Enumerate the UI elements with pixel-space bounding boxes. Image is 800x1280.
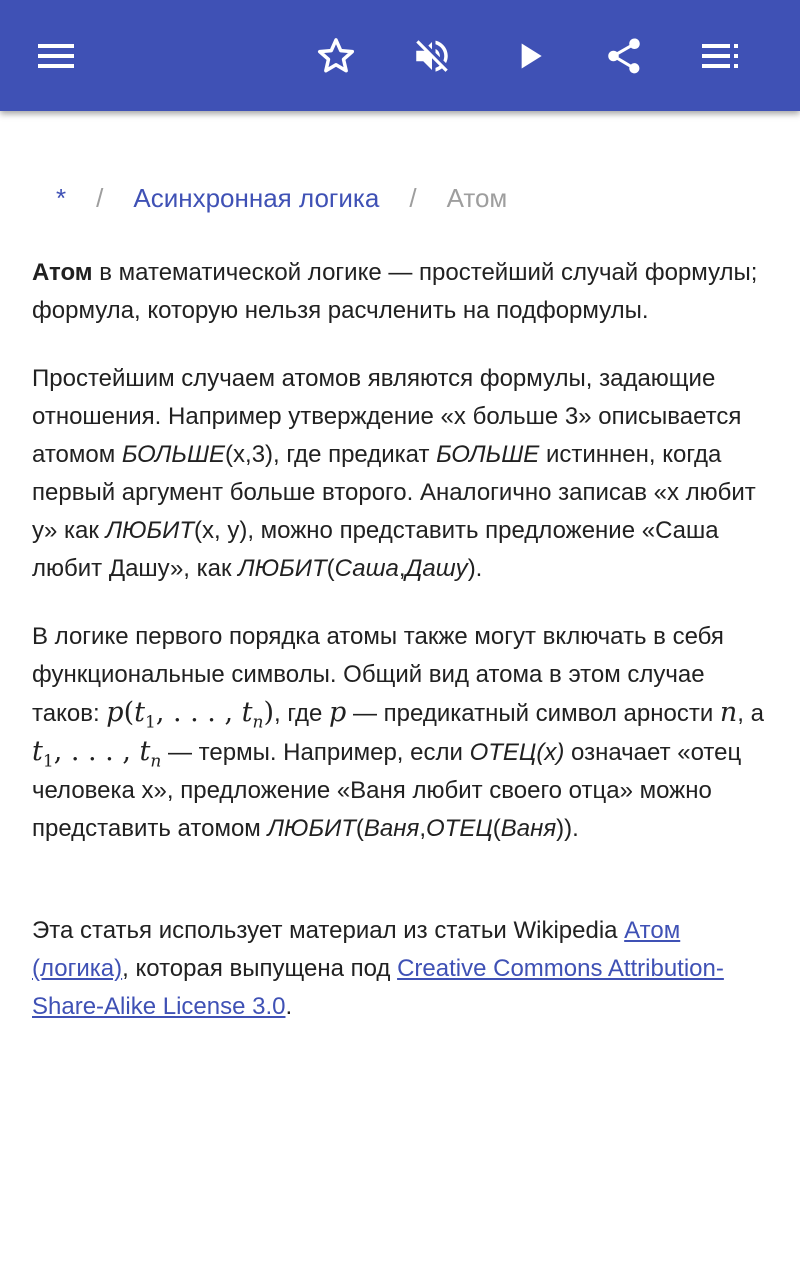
play-button[interactable]	[502, 28, 558, 84]
text: )).	[556, 815, 579, 842]
italic-text: БОЛЬШЕ	[436, 441, 540, 468]
text: Эта статья использует материал из статьи Wikipedia	[32, 917, 625, 944]
source-article-link[interactable]: Атом (логика)	[32, 917, 681, 982]
math-formula: $p(t_1$, . . . , $t_n$)	[106, 697, 274, 733]
text: (x, y), можно представить предложение «Саша любит Дашу», как	[32, 517, 719, 582]
paragraph-intro	[32, 254, 768, 330]
mute-button[interactable]	[404, 28, 460, 84]
article-content	[32, 160, 768, 1056]
text: (x,3), где предикат	[225, 441, 437, 468]
text: — предикатный символ арности	[346, 700, 720, 727]
article-term: Атом	[32, 259, 93, 286]
license-footer	[32, 912, 768, 1026]
text: означает «отец человека x», предложение «Ваня любит своего отца» можно представить атомом	[32, 739, 742, 842]
text: Простейшим случаем атомов являются формулы, задающие отношения. Например утверждение «x больше 3» описывается атомом	[32, 365, 742, 468]
math-formula: $t_1$, . . . , $t_n$	[32, 736, 162, 772]
breadcrumb-root[interactable]: *	[56, 183, 67, 213]
text: (	[355, 815, 364, 842]
italic-text: Ваня	[363, 815, 420, 842]
app-bar	[0, 0, 800, 111]
italic-text: Саша	[334, 555, 399, 582]
text: .	[285, 993, 293, 1020]
breadcrumb	[32, 160, 768, 236]
text: , где	[274, 700, 330, 727]
text: В логике первого порядка атомы также могут включать в себя функциональные символы. Общий вид атома в этом случае таков:	[32, 623, 724, 727]
text: , которая выпущена под	[122, 955, 398, 982]
italic-text: Дашу	[405, 555, 468, 582]
italic-text: ОТЕЦ	[425, 815, 493, 842]
bookmark-button[interactable]	[308, 28, 364, 84]
share-button[interactable]	[596, 28, 652, 84]
paragraph-relations	[32, 360, 768, 588]
menu-button[interactable]	[28, 28, 84, 84]
breadcrumb-separator: /	[96, 183, 104, 213]
text: истиннен, когда первый аргумент больше второго. Аналогично записав «x любит y» как	[32, 441, 756, 544]
text: в математической логике — простейший случай формулы; формула, которую нельзя расчленить на подформулы.	[32, 259, 758, 324]
text: (	[326, 555, 335, 582]
text: ,	[398, 555, 406, 582]
italic-text: ЛЮБИТ	[267, 815, 356, 842]
math-symbol: p	[329, 697, 347, 728]
italic-text: ЛЮБИТ	[105, 517, 195, 544]
table-of-contents-icon	[700, 36, 740, 76]
text: — термы. Например, если	[161, 739, 470, 766]
italic-text: Ваня	[500, 815, 557, 842]
breadcrumb-current: Атом	[446, 183, 508, 213]
text: (	[492, 815, 501, 842]
text: ).	[467, 555, 483, 582]
volume-off-icon	[411, 35, 453, 77]
italic-text: БОЛЬШЕ	[121, 441, 226, 468]
italic-text: ОТЕЦ(x)	[469, 739, 565, 766]
italic-text: ЛЮБИТ	[238, 555, 327, 582]
contents-button[interactable]	[692, 28, 748, 84]
play-icon	[510, 36, 550, 76]
share-icon	[603, 35, 645, 77]
breadcrumb-parent[interactable]: Асинхронная логика	[133, 183, 380, 213]
breadcrumb-separator: /	[409, 183, 417, 213]
text: ,	[419, 815, 426, 842]
paragraph-first-order	[32, 618, 768, 848]
menu-icon	[36, 36, 76, 76]
star-outline-icon	[315, 35, 357, 77]
text: , а	[737, 700, 764, 727]
license-link[interactable]: Creative Commons Attribution-Share-Alike License 3.0	[32, 955, 724, 1020]
math-symbol: n	[719, 697, 738, 728]
